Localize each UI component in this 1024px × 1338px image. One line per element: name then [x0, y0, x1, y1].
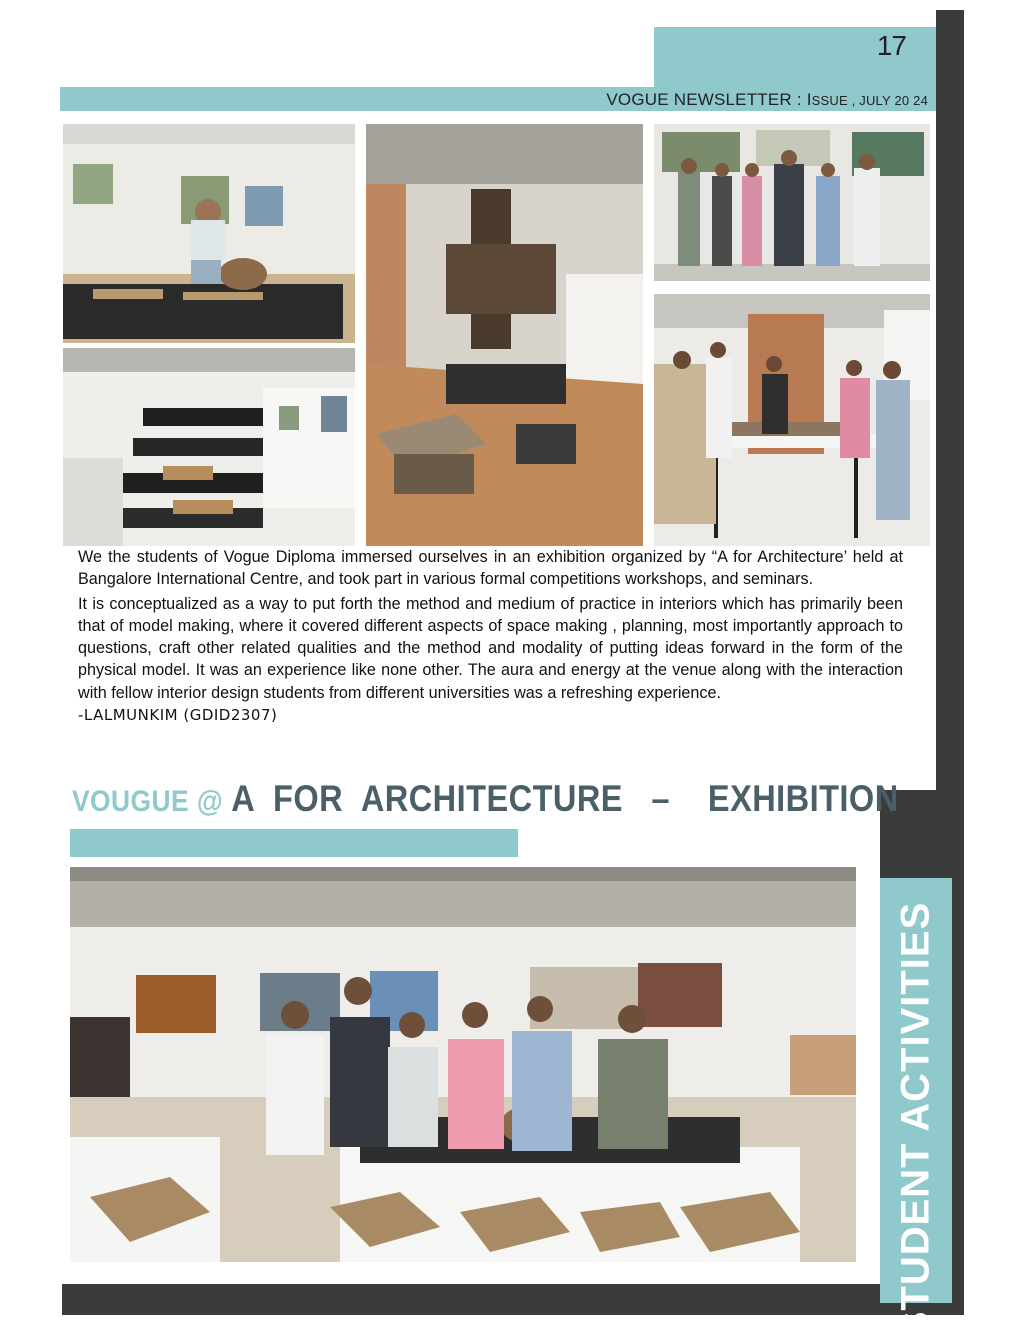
page-number: 17 [876, 30, 906, 61]
article-paragraph-1: We the students of Vogue Diploma immersed ourselves in an exhibition organized by “A for Architecture’ held at Bangalore International Centre, and took part in various formal competitions workshops, and seminars. [78, 548, 903, 589]
heading-underline-bar [70, 829, 518, 857]
side-label: STUDENT ACTIVITIES [893, 901, 938, 1338]
right-frame-bar [936, 10, 964, 790]
bottom-frame-bar [62, 1284, 964, 1315]
article-body [78, 546, 903, 726]
article-paragraph-2: It is conceptualized as a way to put forth the method and medium of practice in interiors which has primarily been that of model making, where it covered different aspects of space making , planning, most importantly approach to questions, craft other related qualities and the method and modality of putting ideas forward in the form of the physical model. It was an experience like none other. The aura and energy at the venue along with the interaction with fellow interior design students from different universities was a refreshing experience. [78, 594, 903, 702]
heading-title: A FOR ARCHITECTURE – EXHIBITION [223, 778, 899, 819]
section-heading [72, 778, 899, 820]
photo-group-exhibition [70, 867, 856, 1262]
issue-initial: I [806, 90, 812, 109]
article-author: -LALMUNKIM (GDID2307) [78, 706, 278, 725]
newsletter-header [606, 90, 928, 110]
photo-tower-model [366, 124, 643, 546]
photo-gallery-plinths [63, 348, 355, 546]
photo-student-with-model [63, 124, 355, 343]
issue-date: SSUE , JULY 20 24 [811, 93, 928, 108]
newsletter-title: VOGUE NEWSLETTER : [606, 90, 802, 109]
photo-student-group-small [654, 124, 930, 281]
heading-accent: VOUGUE @ [72, 785, 224, 818]
photo-students-at-table [654, 294, 930, 546]
